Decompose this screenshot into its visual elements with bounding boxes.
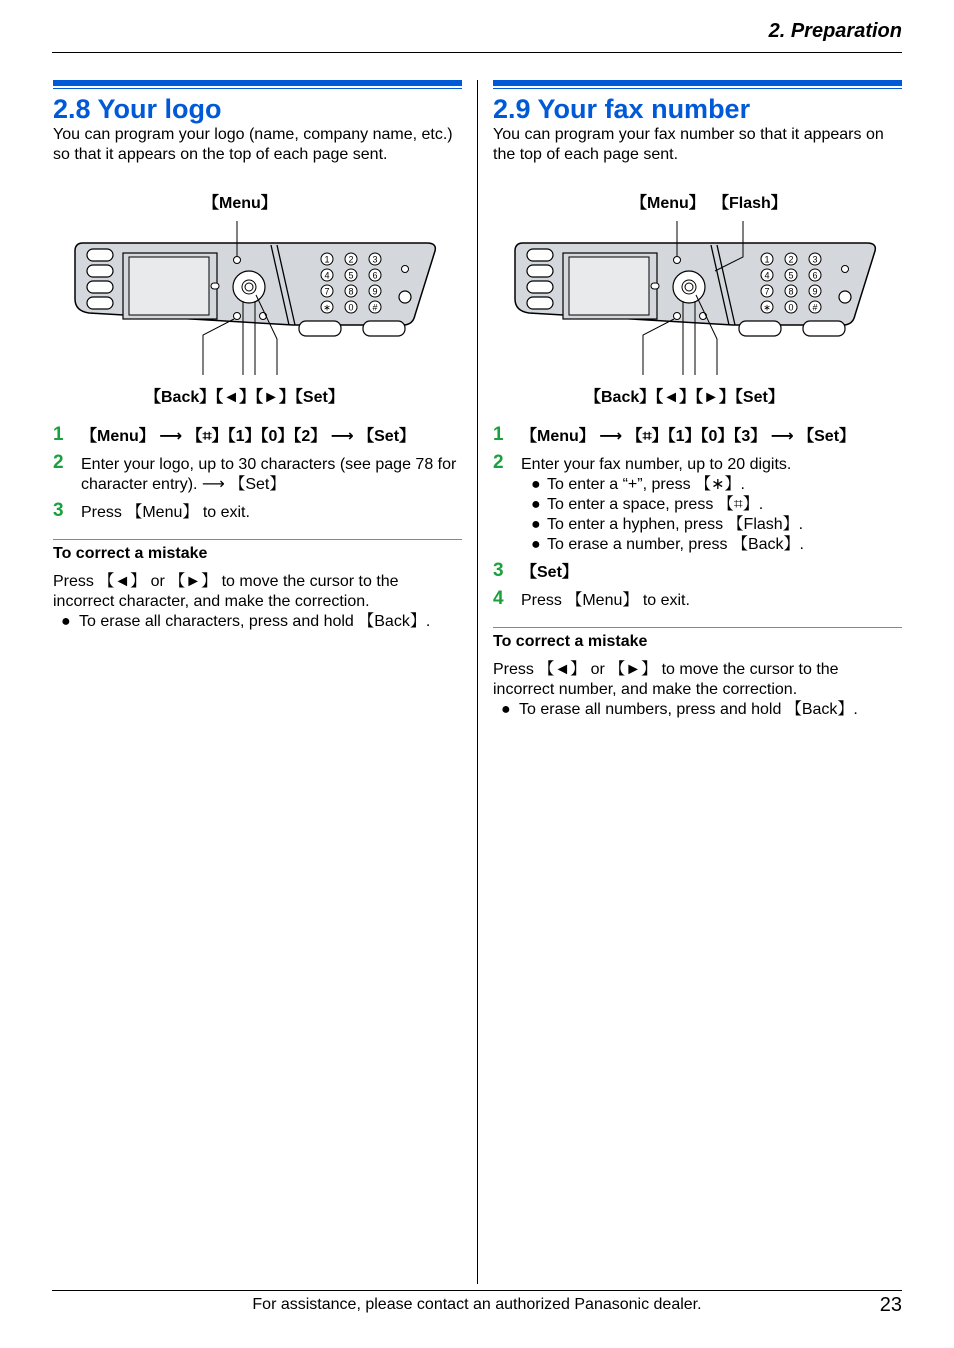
keypad-digit: ∗ <box>763 302 771 313</box>
menu-key <box>674 257 681 264</box>
step-number: 2 <box>493 452 504 473</box>
side-button <box>527 281 553 293</box>
bullet-text: To enter a “+”, press 【∗】. <box>547 476 745 493</box>
section-your-logo <box>53 80 462 632</box>
step-number: 4 <box>493 588 504 609</box>
keypad-digit: 1 <box>764 254 770 265</box>
step-4 <box>493 588 902 611</box>
chapter-title: 2. Preparation <box>768 20 902 42</box>
bullet-text: To erase all characters, press and hold 【Back】. <box>79 613 431 630</box>
bullet-dot: ● <box>531 516 541 533</box>
back-leader <box>643 319 674 375</box>
panel-body <box>515 221 875 375</box>
step-3 <box>53 500 462 523</box>
round-key <box>839 291 851 303</box>
keypad-digit: 6 <box>372 270 378 281</box>
page-number: 23 <box>879 1294 902 1316</box>
header-rule <box>52 52 902 53</box>
bullet-dot: ● <box>531 496 541 513</box>
step-3 <box>493 560 902 583</box>
round-key <box>399 291 411 303</box>
control-panel-diagram <box>493 195 902 429</box>
keypad-digit: 9 <box>812 286 818 297</box>
keypad-digit: 6 <box>812 270 818 281</box>
footer-text: For assistance, please contact an authorized Panasonic dealer. <box>252 1296 702 1313</box>
step-text: Press 【Menu】 to exit. <box>521 592 690 609</box>
bullet-text: To erase all numbers, press and hold 【Back】. <box>519 701 858 718</box>
nav-keys-label: 【Back】【◄】【►】【Set】 <box>585 389 784 406</box>
keypad-digit: 0 <box>788 302 794 313</box>
section-bar <box>493 80 902 86</box>
keypad-digit: 4 <box>324 270 330 281</box>
keypad-digit: 4 <box>764 270 770 281</box>
keypad-digit: 7 <box>324 286 330 297</box>
menu-key <box>234 257 241 264</box>
side-button <box>527 265 553 277</box>
subsection-heading: To correct a mistake <box>53 545 208 562</box>
keypad-digit: # <box>812 302 818 313</box>
subsection-heading: To correct a mistake <box>493 633 648 650</box>
section-intro: You can program your logo (name, company name, etc.) so that it appears on the top of each page sent. <box>53 126 453 163</box>
keypad-digit: 3 <box>812 254 818 265</box>
small-key <box>211 283 219 289</box>
footer-rule <box>52 1290 902 1291</box>
section-heading: 2.8 Your logo <box>53 94 222 124</box>
control-panel-diagram <box>53 195 462 429</box>
section-heading: 2.9 Your fax number <box>493 94 751 124</box>
step-number: 3 <box>493 560 504 581</box>
correction-paragraph: Press 【◄】 or 【►】 to move the cursor to the incorrect number, and make the correction. <box>493 661 839 698</box>
start-button <box>299 321 341 336</box>
flash-key-label: 【Flash】 <box>713 195 787 212</box>
keypad-digit: # <box>372 302 378 313</box>
step-2 <box>53 452 462 495</box>
step-2 <box>493 452 902 475</box>
small-key <box>651 283 659 289</box>
side-button <box>527 297 553 309</box>
section-bar-thin <box>53 88 462 89</box>
bullet-dot: ● <box>501 701 511 718</box>
panel-body <box>75 221 435 375</box>
step-number: 2 <box>53 452 64 473</box>
side-button <box>87 249 113 261</box>
section-bar <box>53 80 462 86</box>
small-key <box>842 266 849 273</box>
step-text: 【Set】 <box>521 564 578 581</box>
stop-button <box>363 321 405 336</box>
side-button <box>527 249 553 261</box>
display-screen <box>569 257 649 315</box>
keypad-digit: 9 <box>372 286 378 297</box>
step-2-bullets <box>493 475 902 555</box>
nav-keys-label: 【Back】【◄】【►】【Set】 <box>145 389 344 406</box>
bullet-dot: ● <box>531 476 541 493</box>
correction-paragraph: Press 【◄】 or 【►】 to move the cursor to the incorrect character, and make the correction. <box>53 573 399 610</box>
step-number: 1 <box>493 424 504 445</box>
display-screen <box>129 257 209 315</box>
keypad-digit: 8 <box>788 286 794 297</box>
small-key <box>402 266 409 273</box>
step-text: Enter your fax number, up to 20 digits. <box>521 456 792 473</box>
step-text: Press 【Menu】 to exit. <box>81 504 250 521</box>
menu-key-label: 【Menu】 <box>203 195 277 212</box>
bullet-item <box>521 495 902 515</box>
menu-key-label: 【Menu】 <box>631 195 705 212</box>
bullet-item <box>521 535 902 555</box>
keypad-digit: 2 <box>348 254 354 265</box>
step-1 <box>53 424 462 447</box>
back-leader <box>203 319 234 375</box>
keypad-digit: 2 <box>788 254 794 265</box>
keypad-digit: 5 <box>348 270 354 281</box>
column-divider <box>477 80 478 1284</box>
step-number: 1 <box>53 424 64 445</box>
subsection-rule <box>493 627 902 628</box>
keypad-digit: 8 <box>348 286 354 297</box>
step-text: 【Menu】 ⟶ 【⌗】【1】【0】【3】 ⟶ 【Set】 <box>521 428 856 445</box>
keypad-digit: 7 <box>764 286 770 297</box>
side-button <box>87 265 113 277</box>
keypad-digit: 5 <box>788 270 794 281</box>
section-your-fax-number <box>493 80 902 720</box>
step-number: 3 <box>53 500 64 521</box>
section-intro: You can program your fax number so that it appears on the top of each page sent. <box>493 126 884 163</box>
step-text: Enter your logo, up to 30 characters (see page 78 for character entry). ⟶ 【Set】 <box>81 456 457 493</box>
keypad-digit: 0 <box>348 302 354 313</box>
keypad-digit: 3 <box>372 254 378 265</box>
correction-bullet <box>53 612 462 632</box>
stop-button <box>803 321 845 336</box>
side-button <box>87 281 113 293</box>
bullet-item <box>521 515 902 535</box>
side-button <box>87 297 113 309</box>
start-button <box>739 321 781 336</box>
bullet-text: To enter a space, press 【⌗】. <box>547 496 764 513</box>
step-1 <box>493 424 902 447</box>
bullet-text: To enter a hyphen, press 【Flash】. <box>547 516 804 533</box>
bullet-dot: ● <box>531 536 541 553</box>
back-key <box>234 313 241 320</box>
set-key <box>682 280 696 294</box>
set-key <box>242 280 256 294</box>
section-bar-thin <box>493 88 902 89</box>
back-key <box>674 313 681 320</box>
correction-bullet <box>493 700 902 720</box>
bullet-text: To erase a number, press 【Back】. <box>547 536 805 553</box>
small-key <box>700 313 707 320</box>
small-key <box>260 313 267 320</box>
step-text: 【Menu】 ⟶ 【⌗】【1】【0】【2】 ⟶ 【Set】 <box>81 428 416 445</box>
keypad-digit: 1 <box>324 254 330 265</box>
bullet-dot: ● <box>61 613 71 630</box>
keypad-digit: ∗ <box>323 302 331 313</box>
subsection-rule <box>53 539 462 540</box>
bullet-item <box>521 475 902 495</box>
